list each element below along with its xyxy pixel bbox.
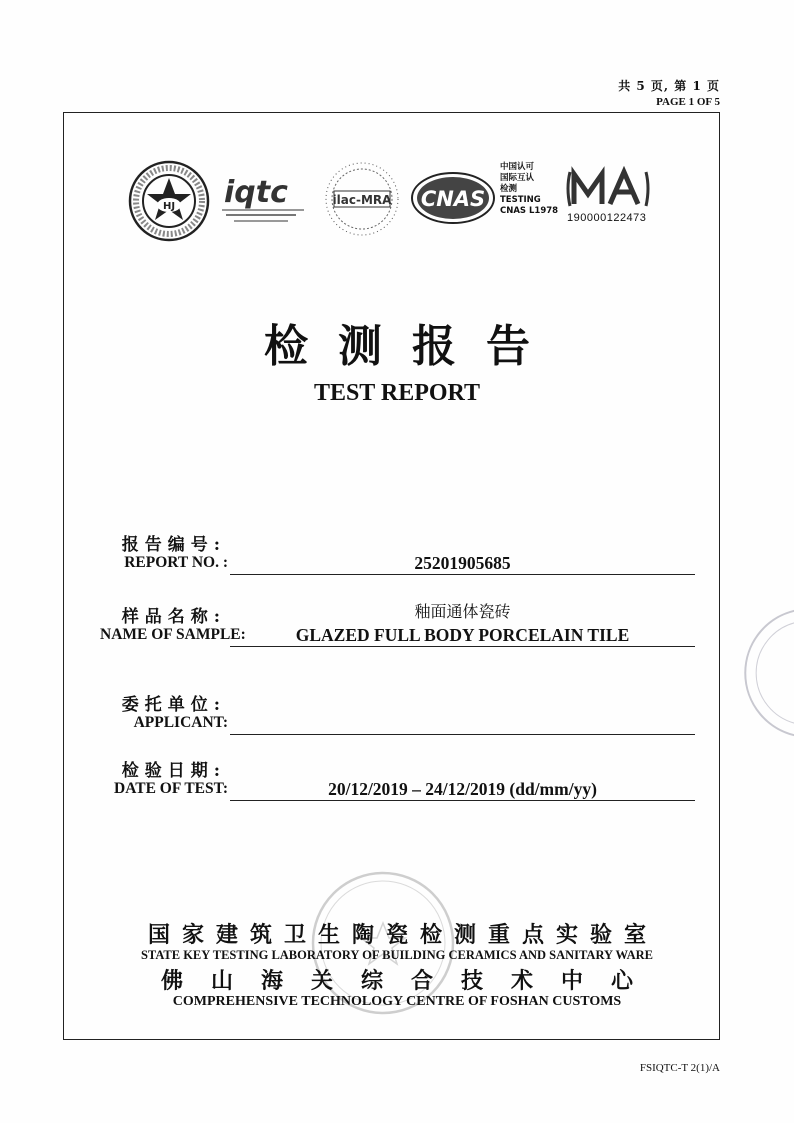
date-label-cn: 检验日期: [121, 761, 226, 781]
svg-text:ilac-MRA: ilac-MRA [332, 193, 392, 207]
cma-number: 190000122473 [567, 212, 647, 224]
svg-text:iqtc: iqtc [224, 175, 288, 210]
page-info [618, 78, 720, 110]
cnas-accreditation-text [500, 162, 558, 217]
page-info-cn: 共 5 页, 第 1 页 [618, 79, 720, 93]
cnas-en-line2: CNAS L1978 [500, 206, 559, 216]
report-number-label-cn: 报告编号: [121, 535, 226, 555]
report-title-cn: 检测报告 [264, 321, 560, 372]
sample-name-value-en: GLAZED FULL BODY PORCELAIN TILE [230, 624, 695, 647]
svg-text:CNAS: CNAS [420, 187, 486, 211]
report-title-en: TEST REPORT [313, 380, 481, 406]
sample-name-label-en: NAME OF SAMPLE: [100, 626, 246, 643]
cnas-cn-line1: 中国认可 [500, 162, 535, 172]
cnas-en-line1: TESTING [500, 195, 541, 205]
sample-name-value-cn: 釉面通体瓷砖 [414, 602, 511, 621]
cnas-cn-line3: 检测 [500, 184, 518, 194]
applicant-label-en: APPLICANT: [133, 714, 228, 731]
date-label-en: DATE OF TEST: [114, 780, 228, 797]
side-seal-fragment-icon [738, 608, 794, 738]
date-value: 20/12/2019 – 24/12/2019 (dd/mm/yy) [230, 778, 695, 801]
centre-name-cn: 佛山海关综合技术中心 [160, 968, 661, 994]
lab-name-en: STATE KEY TESTING LABORATORY OF BUILDING CERAMICS AND SANITARY WARE [140, 948, 654, 962]
centre-name-en: COMPREHENSIVE TECHNOLOGY CENTRE OF FOSHAN CUSTOMS [172, 994, 622, 1009]
cnas-logo-icon [410, 170, 496, 226]
report-number-label-en: REPORT NO. : [124, 554, 228, 571]
sample-name-label-cn: 样品名称: [121, 607, 226, 627]
applicant-label-cn: 委托单位: [121, 695, 226, 715]
report-number-value: 25201905685 [230, 552, 695, 575]
logo-row [128, 160, 658, 240]
ceramic-testing-seal-icon [128, 160, 210, 242]
cma-logo-icon [566, 166, 650, 210]
cnas-cn-line2: 国际互认 [500, 173, 535, 183]
page-info-en: PAGE 1 OF 5 [656, 96, 720, 108]
applicant-value [230, 712, 695, 735]
ilac-mra-logo-icon [323, 160, 401, 238]
lab-name-cn: 国家建筑卫生陶瓷检测重点实验室 [147, 922, 658, 948]
svg-text:HJ: HJ [162, 201, 176, 212]
iqtc-logo-icon [220, 170, 310, 230]
form-number: FSIQTC-T 2(1)/A [639, 1062, 720, 1074]
